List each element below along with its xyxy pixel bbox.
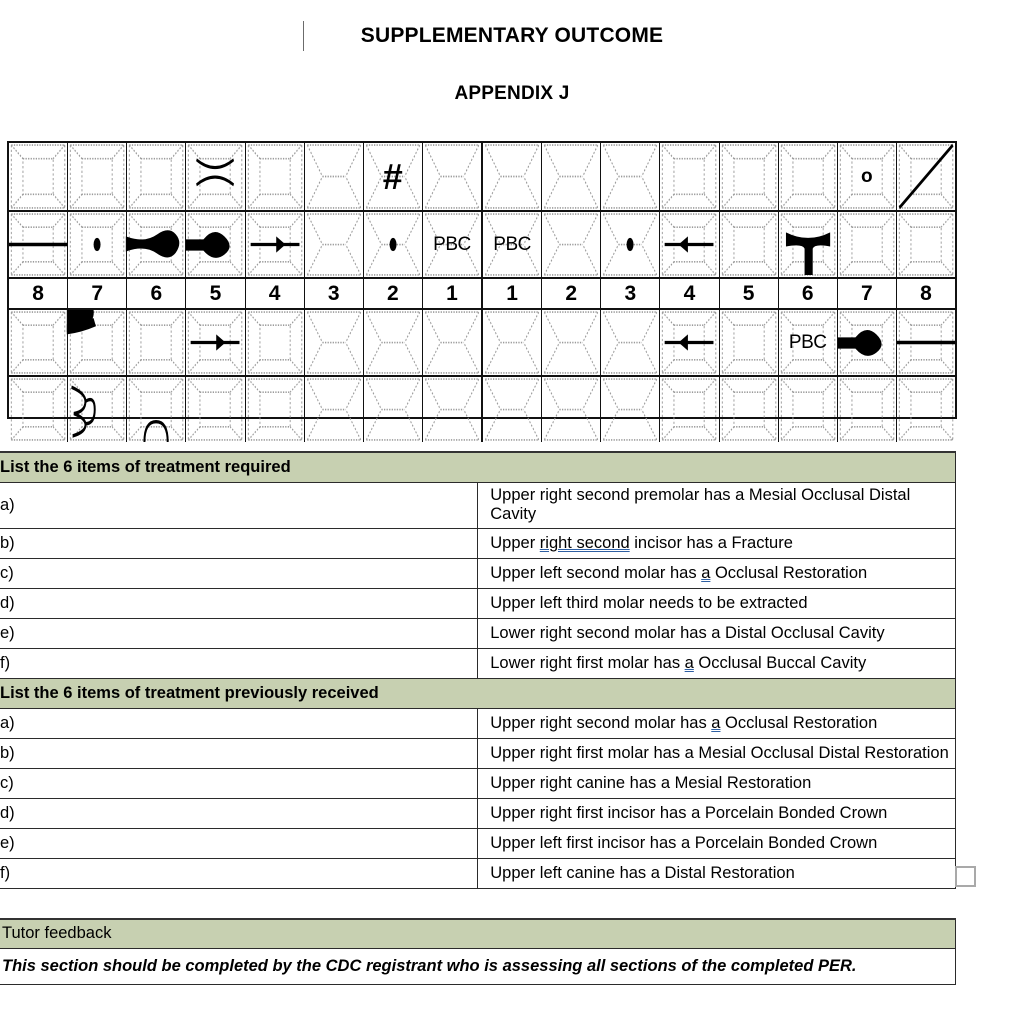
table-row[interactable] bbox=[0, 859, 956, 889]
tooth-cell-7-left[interactable] bbox=[68, 310, 127, 375]
tooth-cell-1-left[interactable]: PBC bbox=[423, 212, 483, 277]
row-letter: e) bbox=[0, 829, 478, 859]
tooth-cell-8-right[interactable] bbox=[897, 310, 955, 375]
tooth-number-5-left: 5 bbox=[186, 279, 245, 308]
tooth-number-8-left: 8 bbox=[9, 279, 68, 308]
tooth-cell-6-right[interactable] bbox=[779, 143, 838, 210]
tooth-number-7-right: 7 bbox=[838, 279, 897, 308]
tooth-cell-1-right[interactable] bbox=[483, 377, 542, 442]
row-letter: b) bbox=[0, 529, 478, 559]
tooth-cell-5-left[interactable] bbox=[186, 143, 245, 210]
tooth-cell-4-right[interactable] bbox=[660, 143, 719, 210]
table-row[interactable] bbox=[0, 619, 956, 649]
tooth-cell-2-right[interactable] bbox=[542, 377, 601, 442]
page-title bbox=[0, 0, 1024, 48]
table-row[interactable] bbox=[0, 589, 956, 619]
tutor-feedback-instruction-row[interactable] bbox=[0, 949, 956, 985]
tooth-cell-5-left[interactable] bbox=[186, 212, 245, 277]
object-anchor-handle[interactable] bbox=[955, 866, 976, 887]
tooth-cell-6-left[interactable] bbox=[127, 377, 186, 442]
text-cursor bbox=[303, 21, 304, 51]
tooth-cell-8-right[interactable] bbox=[897, 377, 955, 442]
tooth-cell-7-right[interactable] bbox=[838, 212, 897, 277]
tooth-cell-7-right[interactable]: o bbox=[838, 143, 897, 210]
spellcheck-underline: right second bbox=[539, 533, 630, 552]
table-row[interactable] bbox=[0, 483, 956, 529]
tooth-cell-3-right[interactable] bbox=[601, 143, 660, 210]
tooth-cell-4-right[interactable] bbox=[660, 212, 719, 277]
tutor-feedback-instruction: This section should be completed by the CDC registrant who is assessing all sections of the completed PER. bbox=[0, 949, 956, 985]
dental-chart-lower-row-1 bbox=[9, 308, 955, 375]
row-text: Upper right first molar has a Mesial Occlusal Distal Restoration bbox=[478, 739, 956, 769]
tooth-cell-3-left[interactable] bbox=[305, 212, 364, 277]
treatment-previous-header: List the 6 items of treatment previously received bbox=[0, 679, 956, 709]
row-text: Lower right first molar has a Occlusal Buccal Cavity bbox=[478, 649, 956, 679]
spellcheck-underline: a bbox=[701, 563, 711, 582]
spellcheck-underline: a bbox=[711, 713, 721, 732]
tooth-number-8-right: 8 bbox=[920, 281, 932, 305]
tooth-cell-3-right[interactable] bbox=[601, 212, 660, 277]
table-row[interactable] bbox=[0, 739, 956, 769]
dental-chart-upper-row-2 bbox=[9, 210, 955, 277]
tooth-cell-2-right[interactable] bbox=[542, 143, 601, 210]
tooth-cell-5-right[interactable] bbox=[720, 143, 779, 210]
tooth-cell-3-right[interactable] bbox=[601, 310, 660, 375]
row-letter: f) bbox=[0, 859, 478, 889]
tooth-cell-2-left[interactable] bbox=[364, 212, 423, 277]
tooth-number-2-left: 2 bbox=[364, 279, 423, 308]
document-title-block bbox=[0, 0, 1024, 105]
tooth-number-1-right: 1 bbox=[483, 279, 542, 308]
tooth-cell-5-right[interactable] bbox=[720, 377, 779, 442]
tooth-cell-8-right[interactable] bbox=[897, 143, 955, 210]
tooth-cell-2-left[interactable]: # bbox=[364, 143, 423, 210]
tooth-cell-3-left[interactable] bbox=[305, 310, 364, 375]
tooth-cell-4-right[interactable] bbox=[660, 310, 719, 375]
tooth-cell-1-right[interactable]: PBC bbox=[483, 212, 542, 277]
tooth-cell-8-left[interactable] bbox=[9, 377, 68, 442]
tooth-cell-2-right[interactable] bbox=[542, 310, 601, 375]
treatment-previous-header-row bbox=[0, 679, 956, 709]
row-letter: c) bbox=[0, 559, 478, 589]
tooth-cell-3-right[interactable] bbox=[601, 377, 660, 442]
tooth-cell-1-left[interactable] bbox=[423, 377, 483, 442]
row-text: Upper right second premolar has a Mesial Occlusal Distal Cavity bbox=[478, 483, 956, 529]
tooth-cell-8-right[interactable] bbox=[897, 212, 955, 277]
dental-chart-lower-row-2 bbox=[9, 375, 955, 442]
row-text: Upper left third molar needs to be extracted bbox=[478, 589, 956, 619]
tooth-cell-8-left[interactable] bbox=[9, 143, 68, 210]
tooth-cell-7-left[interactable] bbox=[68, 143, 127, 210]
tooth-cell-6-right[interactable] bbox=[779, 377, 838, 442]
tooth-cell-3-left[interactable] bbox=[305, 377, 364, 442]
tooth-cell-1-right[interactable] bbox=[483, 143, 542, 210]
tutor-feedback-header-row bbox=[0, 919, 956, 949]
row-text: Upper right second molar has a Occlusal Restoration bbox=[478, 709, 956, 739]
row-text: Upper right canine has a Mesial Restoration bbox=[478, 769, 956, 799]
table-row[interactable] bbox=[0, 829, 956, 859]
row-letter: a) bbox=[0, 483, 478, 529]
tooth-cell-8-left[interactable] bbox=[9, 310, 68, 375]
tooth-cell-4-left[interactable] bbox=[246, 143, 305, 210]
row-letter: d) bbox=[0, 799, 478, 829]
tooth-number-7-left: 7 bbox=[68, 279, 127, 308]
tooth-number-6-right: 6 bbox=[779, 279, 838, 308]
spellcheck-underline: a bbox=[684, 653, 694, 672]
tooth-number-3-right: 3 bbox=[601, 279, 660, 308]
dental-chart-number-row bbox=[9, 277, 955, 308]
tooth-cell-1-right[interactable] bbox=[483, 310, 542, 375]
tooth-number-3-left: 3 bbox=[305, 279, 364, 308]
tooth-cell-7-left[interactable] bbox=[68, 212, 127, 277]
table-row[interactable] bbox=[0, 769, 956, 799]
table-row[interactable] bbox=[0, 529, 956, 559]
row-letter: b) bbox=[0, 739, 478, 769]
tooth-cell-6-left[interactable] bbox=[127, 143, 186, 210]
treatment-required-header: List the 6 items of treatment required bbox=[0, 452, 956, 483]
tooth-cell-4-left[interactable] bbox=[246, 377, 305, 442]
row-text: Upper left first incisor has a Porcelain Bonded Crown bbox=[478, 829, 956, 859]
table-row[interactable] bbox=[0, 649, 956, 679]
row-letter: d) bbox=[0, 589, 478, 619]
row-text: Upper right second incisor has a Fracture bbox=[478, 529, 956, 559]
tooth-cell-5-right[interactable] bbox=[720, 310, 779, 375]
row-letter: e) bbox=[0, 619, 478, 649]
tooth-number-1-left: 1 bbox=[423, 279, 483, 308]
treatment-required-table bbox=[0, 451, 956, 889]
dental-chart-upper-row-1 bbox=[9, 143, 955, 210]
tutor-feedback-table bbox=[0, 918, 956, 985]
tooth-cell-6-right[interactable] bbox=[779, 212, 838, 277]
tooth-number-6-left: 6 bbox=[127, 279, 186, 308]
tooth-cell-1-left[interactable] bbox=[423, 143, 483, 210]
tooth-cell-5-left[interactable] bbox=[186, 310, 245, 375]
treatment-required-header-row bbox=[0, 452, 956, 483]
tooth-cell-6-left[interactable] bbox=[127, 212, 186, 277]
row-text: Upper right first incisor has a Porcelain Bonded Crown bbox=[478, 799, 956, 829]
tooth-cell-7-right[interactable] bbox=[838, 310, 897, 375]
tooth-cell-2-left[interactable] bbox=[364, 310, 423, 375]
table-row[interactable] bbox=[0, 709, 956, 739]
tooth-number-5-right: 5 bbox=[720, 279, 779, 308]
appendix-subtitle: APPENDIX J bbox=[454, 83, 570, 104]
tooth-cell-4-left[interactable] bbox=[246, 212, 305, 277]
tooth-cell-2-left[interactable] bbox=[364, 377, 423, 442]
tooth-number-2-right: 2 bbox=[542, 279, 601, 308]
table-row[interactable] bbox=[0, 559, 956, 589]
tooth-cell-6-right[interactable]: PBC bbox=[779, 310, 838, 375]
tooth-cell-6-left[interactable] bbox=[127, 310, 186, 375]
table-row[interactable] bbox=[0, 799, 956, 829]
tooth-cell-2-right[interactable] bbox=[542, 212, 601, 277]
row-text: Upper left canine has a Distal Restoration bbox=[478, 859, 956, 889]
tooth-cell-8-left[interactable] bbox=[9, 212, 68, 277]
tutor-feedback-header: Tutor feedback bbox=[0, 919, 956, 949]
dental-chart[interactable] bbox=[7, 141, 957, 419]
tooth-cell-4-right[interactable] bbox=[660, 377, 719, 442]
row-letter: c) bbox=[0, 769, 478, 799]
row-text: Upper left second molar has a Occlusal Restoration bbox=[478, 559, 956, 589]
tooth-cell-7-left[interactable] bbox=[68, 377, 127, 442]
tooth-cell-4-left[interactable] bbox=[246, 310, 305, 375]
tooth-number-4-right: 4 bbox=[660, 279, 719, 308]
tooth-cell-5-right[interactable] bbox=[720, 212, 779, 277]
tooth-cell-7-right[interactable] bbox=[838, 377, 897, 442]
tooth-cell-1-left[interactable] bbox=[423, 310, 483, 375]
row-text: Lower right second molar has a Distal Occlusal Cavity bbox=[478, 619, 956, 649]
tooth-cell-3-left[interactable] bbox=[305, 143, 364, 210]
page-title-text: SUPPLEMENTARY OUTCOME bbox=[360, 24, 664, 47]
row-letter: f) bbox=[0, 649, 478, 679]
tooth-number-4-left: 4 bbox=[246, 279, 305, 308]
row-letter: a) bbox=[0, 709, 478, 739]
tooth-cell-5-left[interactable] bbox=[186, 377, 245, 442]
